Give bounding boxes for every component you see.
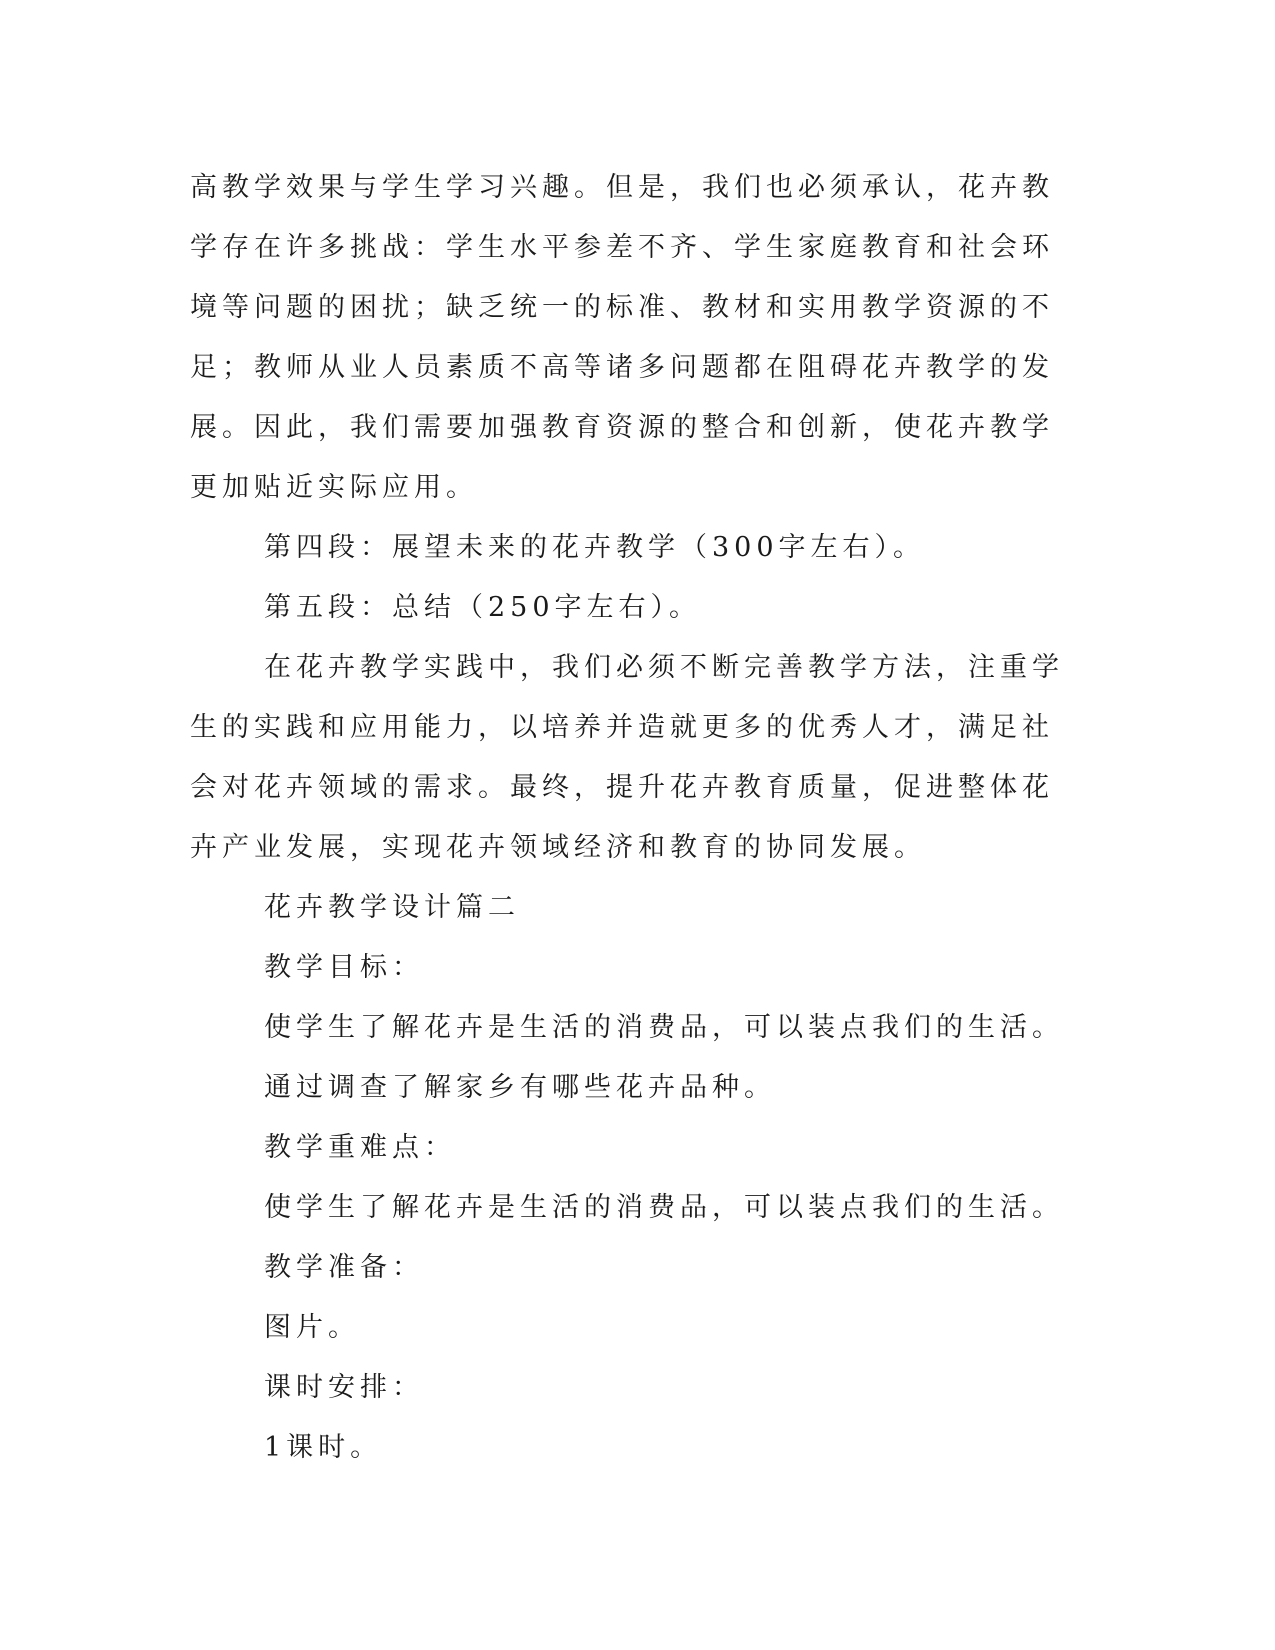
section-heading: 花卉教学设计篇二 <box>264 892 520 923</box>
paragraph-section-five: 第五段：总结（250字左右）。 <box>264 592 702 623</box>
label-key-points: 教学重难点： <box>264 1132 456 1163</box>
paragraph-section-four: 第四段：展望未来的花卉教学（300字左右）。 <box>264 532 926 563</box>
goal-item: 使学生了解花卉是生活的消费品，可以装点我们的生活。 <box>264 1012 1064 1043</box>
goal-item: 通过调查了解家乡有哪些花卉品种。 <box>264 1072 776 1103</box>
paragraph-continuation: 高教学效果与学生学习兴趣。但是，我们也必须承认，花卉教学存在许多挑战：学生水平参差不齐、学生家庭教育和社会环境等问题的困扰；缺乏统一的标准、教材和实用教学资源的不足；教师从业人员素质不高等诸多问题都在阻碍花卉教学的发展。因此，我们需要加强教育资源的整合和创新，使花卉教学更加贴近实际应用。 <box>190 172 1054 503</box>
key-point-item: 使学生了解花卉是生活的消费品，可以装点我们的生活。 <box>264 1192 1064 1223</box>
schedule-item: 1课时。 <box>264 1432 383 1463</box>
label-schedule: 课时安排： <box>264 1372 424 1403</box>
preparation-item: 图片。 <box>264 1312 360 1343</box>
document-body <box>190 158 1070 1478</box>
label-preparation: 教学准备： <box>264 1252 424 1283</box>
label-teaching-goals: 教学目标： <box>264 952 424 983</box>
paragraph-practice: 在花卉教学实践中，我们必须不断完善教学方法，注重学生的实践和应用能力，以培养并造就更多的优秀人才，满足社会对花卉领域的需求。最终，提升花卉教育质量，促进整体花卉产业发展，实现花卉领域经济和教育的协同发展。 <box>190 652 1064 863</box>
